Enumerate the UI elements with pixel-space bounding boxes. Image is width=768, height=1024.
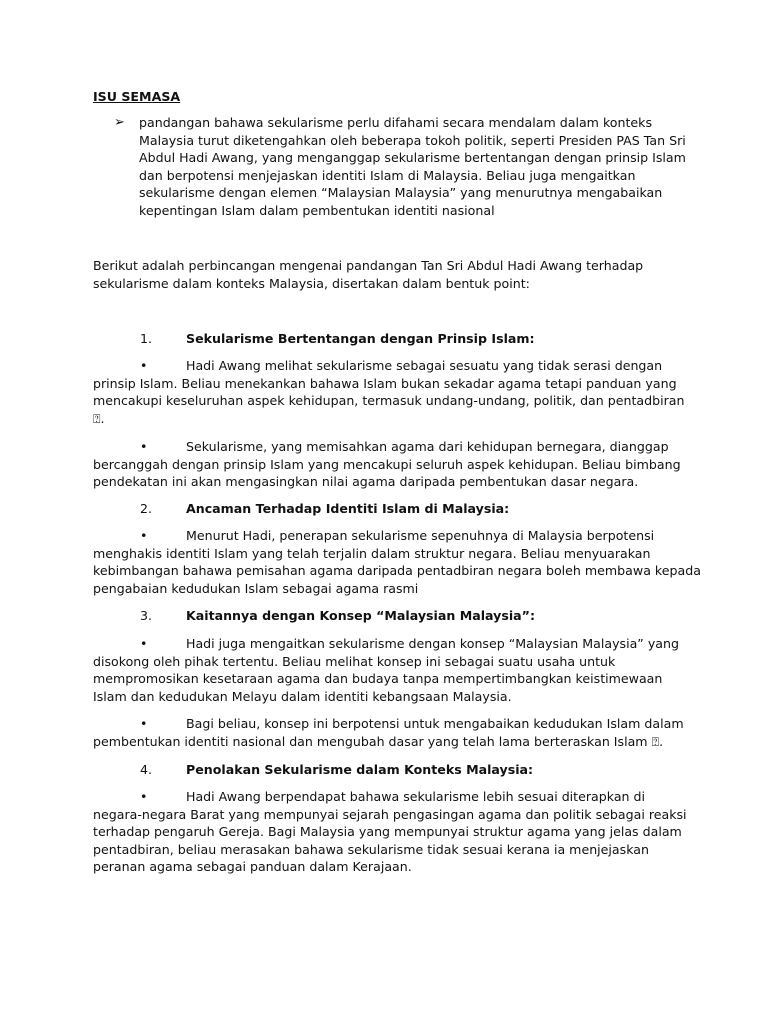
text-line: Sekularisme, yang memisahkan agama dari kehidupan bernegara, dianggap	[186, 439, 669, 454]
text-line: pembentukan identiti nasional dan mengubah dasar yang telah lama berteraskan Islam ⍰.	[93, 733, 664, 749]
section-title: Sekularisme Bertentangan dengan Prinsip Islam:	[186, 331, 535, 346]
text-line: kepentingan Islam dalam pembentukan identiti nasional	[139, 202, 495, 218]
section-title: Penolakan Sekularisme dalam Konteks Malaysia:	[186, 762, 534, 777]
section-paragraph	[93, 357, 693, 427]
text-line: pentadbiran, beliau merasakan bahawa sekularisme tidak sesuai kerana ia menjejaskan	[93, 841, 649, 857]
section-title: Ancaman Terhadap Identiti Islam di Malaysia:	[186, 501, 510, 516]
text-line: Bagi beliau, konsep ini berpotensi untuk mengabaikan kedudukan Islam dalam	[186, 716, 684, 731]
text-line: dan berpotensi menjejaskan identiti Islam di Malaysia. Beliau juga mengaitkan	[139, 167, 636, 183]
section-number: 3.	[140, 608, 153, 623]
section-paragraph	[93, 527, 701, 597]
section-number: 1.	[140, 331, 153, 346]
section-paragraph	[93, 635, 693, 705]
text-line: kebimbangan bahawa pemisahan agama daripada pentadbiran negara boleh membawa kepada	[93, 563, 701, 579]
intro-paragraph	[93, 257, 713, 292]
text-line: sekularisme dalam konteks Malaysia, disertakan dalam bentuk point:	[93, 275, 530, 291]
text-line: bercanggah dengan prinsip Islam yang mencakupi seluruh aspek kehidupan. Beliau bimbang	[93, 456, 681, 472]
text-line: terhadap pengaruh Gereja. Bagi Malaysia yang mempunyai struktur agama yang jelas dalam	[93, 824, 682, 840]
bullet-icon: •	[140, 528, 148, 543]
text-line: pandangan bahawa sekularisme perlu difahami secara mendalam dalam konteks	[139, 115, 653, 130]
section-paragraph	[93, 715, 693, 750]
text-line: peranan agama sebagai panduan dalam Kerajaan.	[93, 859, 412, 875]
bullet-icon: •	[140, 789, 148, 804]
section-paragraph	[93, 438, 693, 491]
text-line: pendekatan ini akan mengasingkan nilai agama daripada pembentukan dasar negara.	[93, 474, 639, 490]
text-line: Hadi Awang melihat sekularisme sebagai sesuatu yang tidak serasi dengan	[186, 358, 663, 373]
section-number: 2.	[140, 501, 153, 516]
text-line: prinsip Islam. Beliau menekankan bahawa Islam bukan sekadar agama tetapi panduan yang	[93, 375, 677, 391]
bullet-icon: •	[140, 636, 148, 651]
heading: ISU SEMASA	[93, 89, 181, 104]
section-number: 4.	[140, 762, 153, 777]
intro-bullet-paragraph	[139, 114, 699, 220]
text-line: sekularisme dengan elemen “Malaysian Malaysia” yang menurutnya mengabaikan	[139, 185, 663, 201]
text-line: Islam dan kedudukan Melayu dalam identiti kebangsaan Malaysia.	[93, 688, 512, 704]
bullet-icon: •	[140, 358, 148, 373]
text-line: menghakis identiti Islam yang telah terjalin dalam struktur negara. Beliau menyuarakan	[93, 545, 651, 561]
text-line: pengabaian kedudukan Islam sebagai agama rasmi	[93, 580, 419, 596]
arrow-bullet-icon: ➢	[114, 115, 125, 130]
text-line: negara-negara Barat yang mempunyai sejarah pengasingan agama dan politik sebagai reaksi	[93, 806, 687, 822]
text-line: Hadi juga mengaitkan sekularisme dengan konsep “Malaysian Malaysia” yang	[186, 636, 679, 651]
text-line: disokong oleh pihak tertentu. Beliau melihat konsep ini sebagai suatu usaha untuk	[93, 653, 616, 669]
text-line: Menurut Hadi, penerapan sekularisme sepenuhnya di Malaysia berpotensi	[186, 528, 655, 543]
text-line: Hadi Awang berpendapat bahawa sekularisme lebih sesuai diterapkan di	[186, 789, 646, 804]
text-line: Malaysia turut diketengahkan oleh beberapa tokoh politik, seperti Presiden PAS Tan Sri	[139, 132, 686, 148]
section-paragraph	[93, 788, 693, 876]
text-line: mempromosikan kesetaraan agama dan budaya tanpa mempertimbangkan keistimewaan	[93, 671, 663, 687]
bullet-icon: •	[140, 716, 148, 731]
text-line: mencakupi keseluruhan aspek kehidupan, termasuk undang-undang, politik, dan pentadbiran	[93, 393, 685, 409]
text-line: Berikut adalah perbincangan mengenai pandangan Tan Sri Abdul Hadi Awang terhadap	[93, 258, 644, 273]
text-line: ⍰.	[93, 410, 105, 426]
text-line: Abdul Hadi Awang, yang menganggap sekularisme bertentangan dengan prinsip Islam	[139, 150, 686, 166]
bullet-icon: •	[140, 439, 148, 454]
section-title: Kaitannya dengan Konsep “Malaysian Malaysia”:	[186, 608, 535, 623]
